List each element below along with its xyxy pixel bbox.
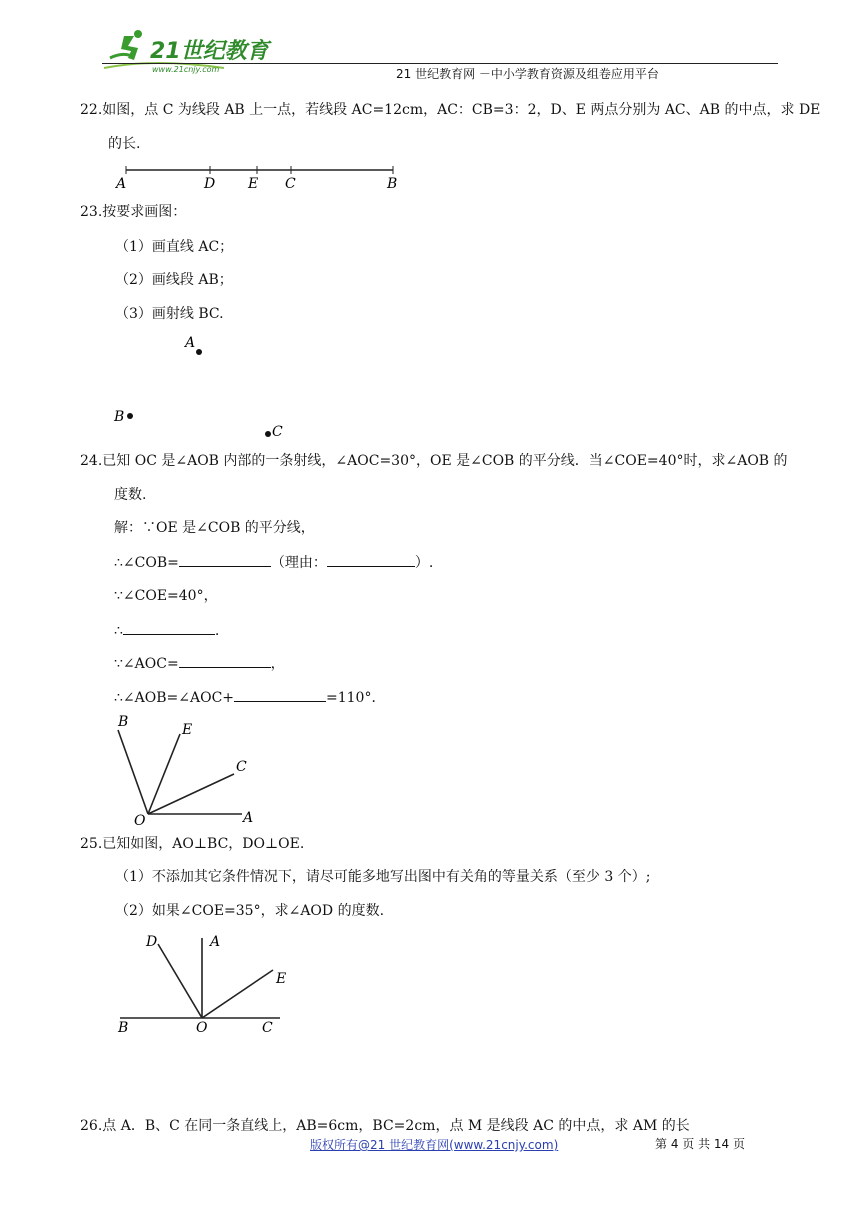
q25-label-e: E	[276, 971, 287, 987]
q24-sol5	[114, 653, 285, 674]
q22-label-a: A	[116, 176, 127, 192]
q24-blank-angle[interactable]	[234, 687, 326, 702]
q24-blank-cob[interactable]	[179, 552, 271, 567]
q22-segment-figure	[110, 160, 410, 196]
logo-url: www.21cnjy.com	[152, 65, 220, 74]
footer-copyright-link[interactable]: 版权所有@21 世纪教育网(www.21cnjy.com)	[310, 1138, 559, 1152]
q23-label-a: A	[185, 335, 196, 351]
q24-sol2-reason: （理由：	[270, 555, 327, 571]
q23-item2: （2）画线段 AB；	[115, 272, 233, 288]
q24-sol3: ∵∠COE=40°，	[114, 588, 218, 604]
q24-sol2	[114, 552, 433, 573]
q24-sol2-prefix: ∴∠COB=	[114, 555, 179, 571]
q23-label-c: C	[272, 424, 283, 440]
footer-page-number: 第 4 页 共 14 页	[655, 1137, 745, 1151]
q24-sol4-prefix: ∴	[114, 623, 123, 639]
q24-sol2-suffix: ）.	[414, 555, 434, 571]
q23-label-b: B	[114, 409, 125, 425]
q24-blank-aoc[interactable]	[179, 653, 271, 668]
q25-line1: 25.已知如图，AO⊥BC，DO⊥OE.	[80, 836, 305, 852]
q26-line1: 26.点 A．B、C 在同一条直线上，AB=6cm，BC=2cm，点 M 是线段 AC 的中点，求 AM 的长	[80, 1118, 690, 1134]
q25-perpendicular-figure	[110, 928, 295, 1038]
q25-label-o: O	[196, 1020, 208, 1036]
q25-item2: （2）如果∠COE=35°，求∠AOD 的度数.	[115, 903, 385, 919]
header-title: 21 世纪教育网 －中小学教育资源及组卷应用平台	[396, 67, 659, 81]
q24-label-o: O	[134, 813, 146, 827]
q24-sol4	[114, 620, 219, 641]
q25-item1: （1）不添加其它条件情况下，请尽可能多地写出图中有关角的等量关系（至少 3 个）;	[115, 869, 651, 885]
q24-label-c: C	[236, 759, 247, 775]
q22-label-b: B	[387, 176, 398, 192]
q25-label-a: A	[210, 934, 221, 950]
q24-blank-reason[interactable]	[327, 552, 415, 567]
q24-blank-conclusion[interactable]	[123, 620, 215, 635]
logo	[102, 28, 277, 80]
q24-sol1: 解：∵OE 是∠COB 的平分线，	[114, 520, 315, 536]
q25-label-b: B	[118, 1020, 129, 1036]
q22-label-d: D	[204, 176, 216, 192]
q24-sol6-suffix: =110°．	[326, 690, 386, 706]
q24-label-e: E	[182, 722, 193, 738]
q25-label-c: C	[262, 1020, 273, 1036]
q22-label-c: C	[285, 176, 296, 192]
q24-angle-figure	[110, 712, 270, 827]
q24-line2: 度数.	[114, 487, 147, 503]
q24-label-a: A	[243, 810, 254, 826]
q22-label-e: E	[248, 176, 259, 192]
q24-line1: 24.已知 OC 是∠AOB 内部的一条射线，∠AOC=30°，OE 是∠COB 的平分线．当∠COE=40°时，求∠AOB 的	[80, 453, 788, 469]
q25-label-d: D	[146, 934, 158, 950]
q23-title: 23.按要求画图：	[80, 204, 187, 220]
logo-text: 21世纪教育	[150, 39, 269, 64]
q22-line2: 的长.	[108, 136, 141, 152]
q24-sol5-suffix: ，	[270, 656, 285, 672]
q24-sol6-prefix: ∴∠AOB=∠AOC+	[114, 690, 235, 706]
q24-sol5-prefix: ∵∠AOC=	[114, 656, 179, 672]
q24-label-b: B	[118, 714, 129, 730]
q24-sol4-suffix: .	[214, 623, 220, 639]
q23-item1: （1）画直线 AC；	[115, 239, 234, 255]
q24-sol6	[114, 687, 385, 708]
q22-line1: 22.如图，点 C 为线段 AB 上一点，若线段 AC=12cm，AC：CB=3：2，D、E 两点分别为 AC、AB 的中点，求 DE	[80, 102, 821, 118]
q23-points-figure	[108, 330, 308, 442]
logo-runner-icon	[102, 28, 277, 76]
header-rule	[102, 63, 778, 64]
q23-item3: （3）画射线 BC.	[115, 306, 224, 322]
